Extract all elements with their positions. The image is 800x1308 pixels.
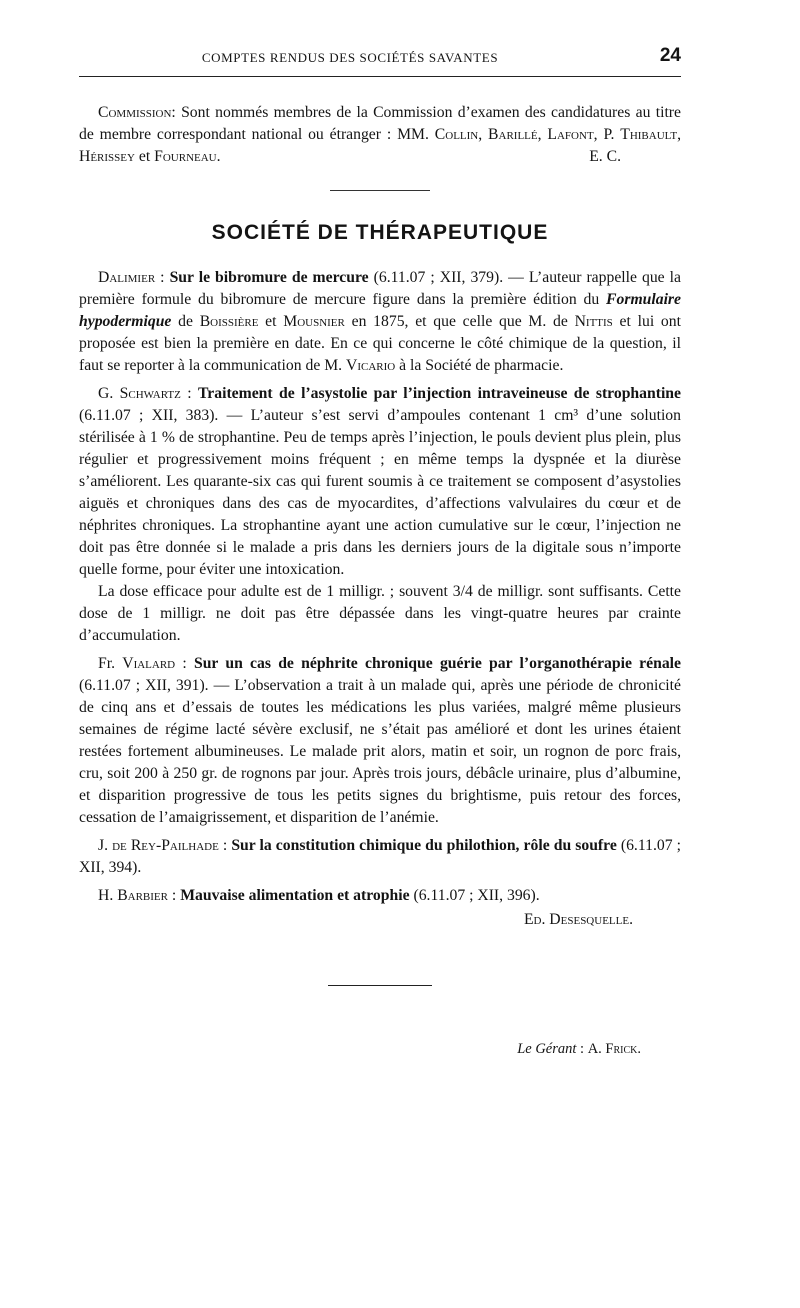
person-name: Boissière bbox=[199, 313, 259, 330]
member-name: Lafont bbox=[547, 126, 594, 143]
commission-signature: E. C. bbox=[589, 148, 621, 165]
end-rule bbox=[328, 985, 432, 986]
member-name: Thibault bbox=[620, 126, 678, 143]
entry-separator: : bbox=[168, 887, 181, 904]
entry-text: en 1875, et que celle que M. de bbox=[344, 313, 575, 330]
name-separator: et bbox=[134, 148, 155, 165]
member-name: Hérissey bbox=[79, 148, 135, 165]
work-title: Formulaire hypodermique bbox=[79, 291, 681, 330]
person-name: Nittis bbox=[574, 313, 613, 330]
entry-author: de Rey-Pailhade bbox=[112, 837, 219, 854]
page-number: 24 bbox=[659, 45, 681, 66]
running-header bbox=[79, 44, 681, 77]
entry-text: (6.11.07 ; XII, 394). bbox=[79, 837, 682, 876]
entry-initial: G. bbox=[98, 385, 120, 402]
entry-dalimier bbox=[79, 267, 681, 377]
gerant-line bbox=[79, 1038, 681, 1060]
gerant-label: Le Gérant bbox=[517, 1041, 577, 1057]
entry-separator: : bbox=[218, 837, 232, 854]
entry-initial: H. bbox=[98, 887, 118, 904]
entry-text: de bbox=[171, 313, 200, 330]
entry-schwartz bbox=[79, 383, 681, 581]
name-separator: . bbox=[216, 148, 221, 165]
entry-text: (6.11.07 ; XII, 383). — L’auteur s’est servi d’ampoules contenant 1 cm³ d’une solution stérilisée à 1 % de strophantine. Peu de temps après l’injection, le pouls devient plus plein, plus régulier et progressivement moins fréquent ; en même temps la dyspnée et la diurèse s’améliorent. Les quarante-six cas qui furent soumis à ce traitement se composent d’asystolies aiguës et chroniques dans des cas de myocardites, d’affections valvulaires du cœur et de néphrites chroniques. La strophantine ayant une action cumulative sur le cœur, l’injection ne doit pas être donnée si le malade a pris dans les derniers jours de la digitale sous n’importe quelle forme, pour éviter une intoxication. bbox=[79, 407, 681, 578]
entry-text: à la Société de pharmacie. bbox=[395, 357, 564, 374]
member-name: Collin bbox=[434, 126, 479, 143]
separator-rule bbox=[330, 190, 430, 191]
entry-text: et bbox=[258, 313, 284, 330]
commission-paragraph bbox=[79, 102, 681, 168]
entry-title: Sur un cas de néphrite chronique guérie par l’organothérapie rénale bbox=[193, 655, 681, 672]
entry-separator: : bbox=[155, 269, 170, 286]
entry-author: Barbier bbox=[117, 887, 168, 904]
entry-title: Sur le bibromure de mercure bbox=[169, 269, 369, 286]
entry-title: Traitement de l’asystolie par l’injection intraveineuse de strophantine bbox=[198, 385, 681, 402]
entry-initial: J. bbox=[98, 837, 113, 854]
commission-label: Commission bbox=[98, 104, 172, 121]
name-separator: , bbox=[537, 126, 548, 143]
journal-page bbox=[79, 44, 681, 1060]
entry-text: (6.11.07 ; XII, 396). bbox=[409, 887, 540, 904]
gerant-separator: : bbox=[576, 1041, 588, 1057]
entry-text: (6.11.07 ; XII, 379). — L’auteur rappelle que la première formule du bibromure de mercure figure dans la première édition du bbox=[79, 269, 681, 308]
name-separator: , P. bbox=[593, 126, 621, 143]
running-title: COMPTES RENDUS DES SOCIÉTÉS SAVANTES bbox=[201, 50, 499, 65]
person-name: Mousnier bbox=[283, 313, 345, 330]
entry-title: Mauvaise alimentation et atrophie bbox=[180, 887, 410, 904]
section-signature: Ed. Desesquelle. bbox=[523, 911, 633, 928]
member-name: Barillé bbox=[488, 126, 538, 143]
gerant-name: A. Frick. bbox=[587, 1041, 641, 1057]
entry-schwartz-continued: La dose efficace pour adulte est de 1 milligr. ; souvent 3/4 de milligr. sont suffisants. Cette dose de 1 milligr. ne doit pas être dépassée dans les vingt-quatre heures par crainte d’accumulation. bbox=[79, 583, 681, 644]
person-name: Vicario bbox=[346, 357, 396, 374]
entry-rey-pailhade bbox=[79, 835, 681, 879]
name-separator: , bbox=[478, 126, 489, 143]
commission-text: : Sont nommés membres de la Commission d’examen des candidatures au titre de membre correspondant national ou étranger : MM. bbox=[79, 104, 681, 143]
entry-author: Vialard bbox=[122, 655, 176, 672]
entry-author: Schwartz bbox=[119, 385, 181, 402]
entry-initial: Fr. bbox=[98, 655, 123, 672]
entry-vialard bbox=[79, 653, 681, 829]
entry-text: (6.11.07 ; XII, 391). — L’observation a trait à un malade qui, après une période de chronicité de cinq ans et d’essais de toutes les médications les plus variées, malgré même plusieurs semaines de régime lacté sévère exclusif, ne s’était pas amélioré et dont les urines étaient restées fortement albumineuses. Le malade prit alors, matin et soir, un rognon de porc frais, cru, soit 200 à 250 gr. de rognons par jour. Après trois jours, débâcle urinaire, plus d’albumine, et disparition progressive de tous les petits signes du brightisme, puis retour des forces, cessation de l’amaigrissement, et disparition de l’anémie. bbox=[79, 677, 681, 826]
entry-separator: : bbox=[180, 385, 198, 402]
name-separator: , bbox=[677, 126, 681, 143]
entry-barbier bbox=[79, 885, 681, 907]
entry-author: Dalimier bbox=[98, 269, 156, 286]
entry-title: Sur la constitution chimique du philothion, rôle du soufre bbox=[231, 837, 617, 854]
member-name: Fourneau bbox=[154, 148, 217, 165]
section-title: SOCIÉTÉ DE THÉRAPEUTIQUE bbox=[211, 221, 549, 244]
entry-separator: : bbox=[175, 655, 194, 672]
entry-text: et lui ont proposée est bien la première en date. En ce qui concerne le côté chimique de la question, il faut se reporter à la communication de M. bbox=[79, 313, 681, 374]
